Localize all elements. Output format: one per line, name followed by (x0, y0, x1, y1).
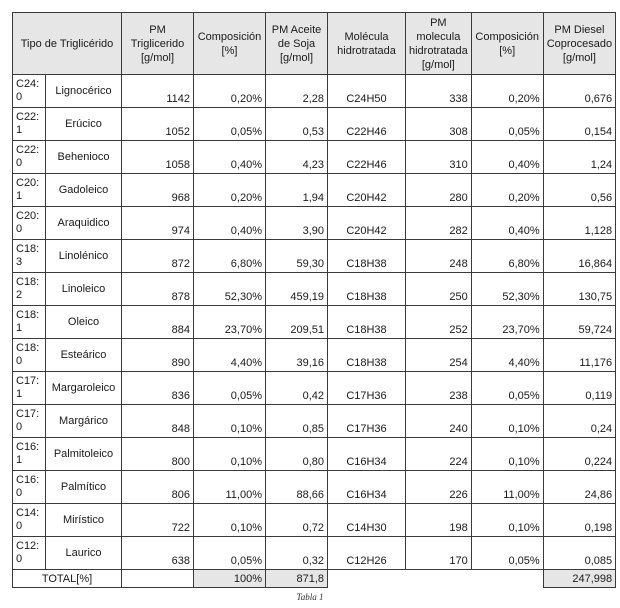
row-composicion: 0,05% (194, 537, 266, 570)
row-pm-trigliceride: 800 (122, 438, 194, 471)
row-pm-hidrotratada: 308 (406, 108, 472, 141)
table-row (13, 372, 616, 405)
row-composicion-2: 0,10% (471, 504, 543, 537)
row-pm-trigliceride: 974 (122, 207, 194, 240)
row-composicion: 0,20% (194, 174, 266, 207)
row-pm-aceite: 0,80 (266, 438, 328, 471)
row-code-part: 1 (16, 322, 23, 334)
row-code (13, 108, 46, 141)
row-pm-aceite: 0,53 (266, 108, 328, 141)
row-pm-aceite: 59,30 (266, 240, 328, 273)
row-composicion-2: 0,20% (471, 174, 543, 207)
row-code-part: 1 (16, 124, 23, 136)
row-composicion: 0,20% (194, 75, 266, 108)
row-pm-aceite: 0,32 (266, 537, 328, 570)
row-pm-diesel: 0,224 (543, 438, 615, 471)
row-code (13, 240, 46, 273)
total-blank (471, 570, 543, 588)
row-pm-trigliceride: 1142 (122, 75, 194, 108)
row-code-part: C12: (16, 540, 40, 552)
row-code (13, 141, 46, 174)
row-acid-name: Gadoleico (46, 174, 122, 207)
row-composicion: 0,10% (194, 504, 266, 537)
row-code (13, 273, 46, 306)
row-pm-diesel: 0,676 (543, 75, 615, 108)
row-pm-aceite: 209,51 (266, 306, 328, 339)
row-composicion: 4,40% (194, 339, 266, 372)
table-row (13, 240, 616, 273)
row-acid-name: Esteárico (46, 339, 122, 372)
row-code-part: C16: (16, 441, 40, 453)
row-code-part: C17: (16, 408, 40, 420)
row-pm-diesel: 24,86 (543, 471, 615, 504)
table-row (13, 405, 616, 438)
table-row (13, 438, 616, 471)
table-row (13, 273, 616, 306)
total-row (13, 570, 616, 588)
row-code (13, 471, 46, 504)
table-row (13, 471, 616, 504)
row-code (13, 438, 46, 471)
row-code (13, 372, 46, 405)
header-pm-aceite-soja: PM Aceite de Soja [g/mol] (266, 13, 328, 75)
row-pm-hidrotratada: 310 (406, 141, 472, 174)
total-pm-aceite: 871,8 (266, 570, 328, 588)
row-pm-diesel: 16,864 (543, 240, 615, 273)
row-pm-diesel: 0,085 (543, 537, 615, 570)
row-acid-name: Erúcico (46, 108, 122, 141)
total-composicion: 100% (194, 570, 266, 588)
row-composicion-2: 0,20% (471, 75, 543, 108)
row-code (13, 405, 46, 438)
row-composicion-2: 6,80% (471, 240, 543, 273)
row-acid-name: Linoleico (46, 273, 122, 306)
row-acid-name: Palmítico (46, 471, 122, 504)
row-code (13, 504, 46, 537)
row-molecula: C17H36 (328, 372, 406, 405)
row-composicion: 0,40% (194, 141, 266, 174)
row-pm-trigliceride: 884 (122, 306, 194, 339)
row-pm-diesel: 0,198 (543, 504, 615, 537)
row-code-part: C24: (16, 78, 40, 90)
row-pm-hidrotratada: 280 (406, 174, 472, 207)
row-code-part: 0 (16, 91, 23, 103)
row-code-part: 0 (16, 553, 23, 565)
total-blank (406, 570, 472, 588)
row-molecula: C18H38 (328, 306, 406, 339)
row-code-part: C22: (16, 111, 40, 123)
row-pm-diesel: 1,128 (543, 207, 615, 240)
row-code-part: C18: (16, 309, 40, 321)
row-code (13, 75, 46, 108)
row-pm-hidrotratada: 338 (406, 75, 472, 108)
row-composicion: 0,10% (194, 438, 266, 471)
header-row (13, 13, 616, 75)
row-code-part: 0 (16, 355, 23, 367)
row-molecula: C22H46 (328, 108, 406, 141)
row-molecula: C18H38 (328, 273, 406, 306)
row-acid-name: Mirístico (46, 504, 122, 537)
row-composicion-2: 4,40% (471, 339, 543, 372)
row-code-part: 0 (16, 487, 23, 499)
row-pm-trigliceride: 872 (122, 240, 194, 273)
table-row (13, 108, 616, 141)
row-pm-aceite: 459,19 (266, 273, 328, 306)
row-composicion-2: 0,40% (471, 207, 543, 240)
row-code (13, 207, 46, 240)
row-pm-trigliceride: 638 (122, 537, 194, 570)
row-code (13, 339, 46, 372)
row-code-part: C17: (16, 375, 40, 387)
header-composicion-2: Composición [%] (471, 13, 543, 75)
row-composicion-2: 0,05% (471, 372, 543, 405)
row-code-part: C20: (16, 210, 40, 222)
row-molecula: C22H46 (328, 141, 406, 174)
row-composicion-2: 0,10% (471, 405, 543, 438)
table-row (13, 141, 616, 174)
row-pm-aceite: 39,16 (266, 339, 328, 372)
row-pm-hidrotratada: 248 (406, 240, 472, 273)
row-acid-name: Behenioco (46, 141, 122, 174)
row-pm-hidrotratada: 282 (406, 207, 472, 240)
row-molecula: C24H50 (328, 75, 406, 108)
total-label: TOTAL[%] (13, 570, 122, 588)
header-composicion: Composición [%] (194, 13, 266, 75)
row-composicion-2: 0,40% (471, 141, 543, 174)
row-composicion-2: 0,05% (471, 537, 543, 570)
row-composicion: 0,40% (194, 207, 266, 240)
row-acid-name: Margaroleico (46, 372, 122, 405)
row-pm-trigliceride: 878 (122, 273, 194, 306)
row-acid-name: Araquidico (46, 207, 122, 240)
row-pm-aceite: 2,28 (266, 75, 328, 108)
row-pm-hidrotratada: 170 (406, 537, 472, 570)
row-composicion-2: 11,00% (471, 471, 543, 504)
header-pm-diesel-coprocesado: PM Diesel Coprocesado [g/mol] (543, 13, 615, 75)
row-pm-trigliceride: 722 (122, 504, 194, 537)
row-code (13, 174, 46, 207)
row-pm-hidrotratada: 250 (406, 273, 472, 306)
row-code-part: C18: (16, 342, 40, 354)
table-row (13, 207, 616, 240)
row-pm-diesel: 0,24 (543, 405, 615, 438)
row-pm-diesel: 0,154 (543, 108, 615, 141)
row-pm-hidrotratada: 224 (406, 438, 472, 471)
row-pm-trigliceride: 806 (122, 471, 194, 504)
table-row (13, 174, 616, 207)
row-pm-aceite: 0,42 (266, 372, 328, 405)
header-pm-molecula-hidrotratada: PM molecula hidrotratada [g/mol] (406, 13, 472, 75)
row-acid-name: Lignocérico (46, 75, 122, 108)
row-acid-name: Oleico (46, 306, 122, 339)
table-row (13, 75, 616, 108)
header-pm-trigliceride: PM Triglicerido [g/mol] (122, 13, 194, 75)
row-code-part: 1 (16, 388, 23, 400)
row-code-part: C18: (16, 276, 40, 288)
row-pm-hidrotratada: 198 (406, 504, 472, 537)
row-composicion: 0,05% (194, 372, 266, 405)
row-molecula: C14H30 (328, 504, 406, 537)
row-composicion: 6,80% (194, 240, 266, 273)
row-composicion: 0,10% (194, 405, 266, 438)
row-pm-diesel: 1,24 (543, 141, 615, 174)
row-pm-aceite: 0,85 (266, 405, 328, 438)
row-code-part: 3 (16, 256, 23, 268)
row-code-part: 0 (16, 157, 23, 169)
row-molecula: C20H42 (328, 174, 406, 207)
row-pm-trigliceride: 848 (122, 405, 194, 438)
row-composicion-2: 0,05% (471, 108, 543, 141)
table-row (13, 537, 616, 570)
header-tipo: Tipo de Triglicérido (13, 13, 122, 75)
row-pm-trigliceride: 890 (122, 339, 194, 372)
row-code-part: 1 (16, 454, 23, 466)
row-pm-trigliceride: 1058 (122, 141, 194, 174)
row-composicion: 52,30% (194, 273, 266, 306)
row-pm-diesel: 0,119 (543, 372, 615, 405)
row-composicion-2: 0,10% (471, 438, 543, 471)
row-code-part: C14: (16, 507, 40, 519)
row-pm-aceite: 0,72 (266, 504, 328, 537)
total-cell-empty (122, 570, 194, 588)
row-code-part: 2 (16, 289, 23, 301)
row-acid-name: Laurico (46, 537, 122, 570)
row-acid-name: Palmitoleico (46, 438, 122, 471)
row-pm-hidrotratada: 240 (406, 405, 472, 438)
row-composicion: 11,00% (194, 471, 266, 504)
total-blank (328, 570, 406, 588)
row-code-part: C16: (16, 474, 40, 486)
row-composicion: 0,05% (194, 108, 266, 141)
row-molecula: C16H34 (328, 438, 406, 471)
row-pm-trigliceride: 968 (122, 174, 194, 207)
row-molecula: C20H42 (328, 207, 406, 240)
row-code-part: C22: (16, 144, 40, 156)
row-acid-name: Margárico (46, 405, 122, 438)
row-code (13, 306, 46, 339)
row-pm-aceite: 1,94 (266, 174, 328, 207)
row-code-part: C18: (16, 243, 40, 255)
row-molecula: C18H38 (328, 339, 406, 372)
row-pm-hidrotratada: 226 (406, 471, 472, 504)
row-pm-aceite: 88,66 (266, 471, 328, 504)
row-composicion-2: 23,70% (471, 306, 543, 339)
table-row (13, 306, 616, 339)
row-pm-trigliceride: 1052 (122, 108, 194, 141)
row-pm-diesel: 0,56 (543, 174, 615, 207)
table-row (13, 339, 616, 372)
row-molecula: C17H36 (328, 405, 406, 438)
row-pm-hidrotratada: 254 (406, 339, 472, 372)
row-pm-hidrotratada: 238 (406, 372, 472, 405)
row-pm-diesel: 11,176 (543, 339, 615, 372)
row-code-part: C20: (16, 177, 40, 189)
row-pm-diesel: 59,724 (543, 306, 615, 339)
table-caption: Tabla 1 (296, 592, 324, 602)
row-pm-aceite: 4,23 (266, 141, 328, 174)
total-pm-diesel: 247,998 (543, 570, 615, 588)
row-molecula: C12H26 (328, 537, 406, 570)
row-pm-aceite: 3,90 (266, 207, 328, 240)
table-body (13, 75, 616, 570)
row-code-part: 0 (16, 223, 23, 235)
row-code (13, 537, 46, 570)
row-composicion: 23,70% (194, 306, 266, 339)
row-code-part: 1 (16, 190, 23, 202)
composition-table (12, 12, 616, 588)
table-row (13, 504, 616, 537)
row-acid-name: Linolénico (46, 240, 122, 273)
row-molecula: C18H38 (328, 240, 406, 273)
row-code-part: 0 (16, 421, 23, 433)
row-composicion-2: 52,30% (471, 273, 543, 306)
header-molecula-hidrotratada: Molécula hidrotratada (328, 13, 406, 75)
row-pm-trigliceride: 836 (122, 372, 194, 405)
row-pm-diesel: 130,75 (543, 273, 615, 306)
row-molecula: C16H34 (328, 471, 406, 504)
row-code-part: 0 (16, 520, 23, 532)
row-pm-hidrotratada: 252 (406, 306, 472, 339)
